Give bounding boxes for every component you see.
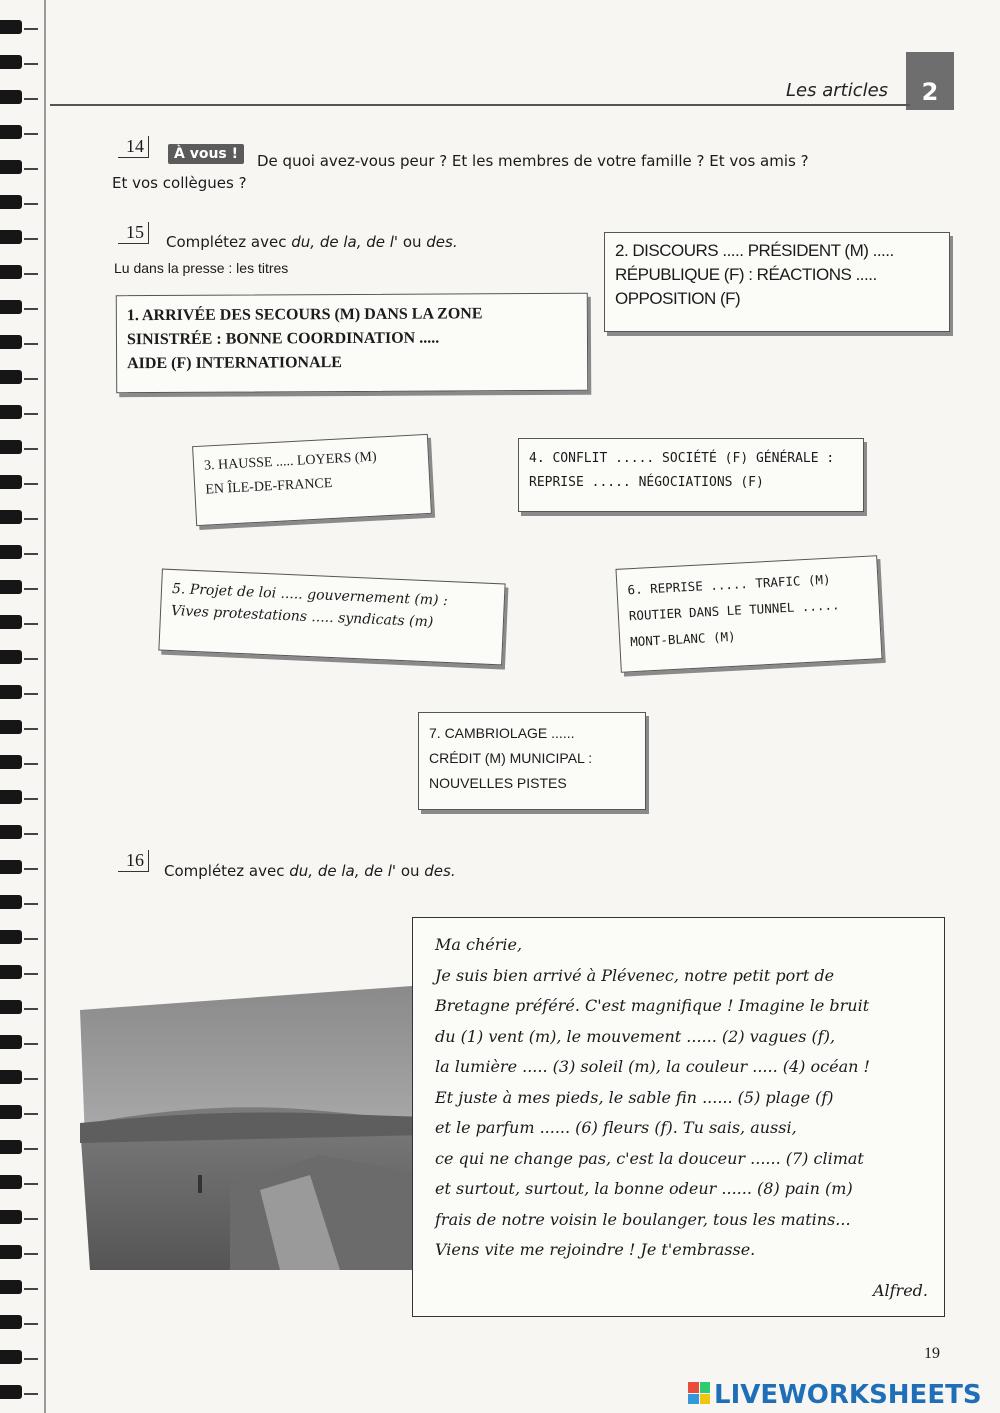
instruction-prefix: Complétez avec — [166, 233, 292, 251]
letter-line: du (1) vent (m), le mouvement ...... (2) vagues (f), — [435, 1026, 836, 1046]
binding-ring — [0, 1105, 22, 1119]
headline-1-line-2: SINISTRÉE : BONNE COORDINATION ..... — [126, 329, 440, 349]
a-vous-badge: À vous ! — [168, 144, 244, 164]
headline-2-line-1: 2. DISCOURS ..... PRÉSIDENT (M) ..... — [615, 241, 894, 260]
headline-1-line-1: 1. ARRIVÉE DES SECOURS (M) DANS LA ZONE — [126, 305, 483, 325]
binding-ring — [0, 440, 22, 454]
binding-ring — [0, 335, 22, 349]
headline-4-line-2: REPRISE ..... NÉGOCIATIONS (F) — [529, 475, 764, 490]
headline-6-line-1: 6. REPRISE ..... TRAFIC (M) — [627, 571, 831, 598]
binding-ring — [0, 755, 22, 769]
headline-7 — [418, 712, 646, 810]
headline-7-line-2: CRÉDIT (M) MUNICIPAL : — [429, 750, 593, 766]
exercise-15-subtitle: Lu dans la presse : les titres — [114, 260, 289, 276]
exercise-14-question-cont: Et vos collègues ? — [112, 174, 247, 192]
binding-ring — [0, 405, 22, 419]
chapter-title: Les articles — [786, 80, 889, 101]
binding-ring — [0, 510, 22, 524]
binding-ring — [0, 125, 22, 139]
binding-ring — [0, 1210, 22, 1224]
binding-ring — [0, 965, 22, 979]
binding-ring — [0, 475, 22, 489]
binding-ring — [0, 1175, 22, 1189]
binding-ring — [0, 160, 22, 174]
binding-ring — [0, 930, 22, 944]
binding-ring — [0, 195, 22, 209]
letter-line: la lumière ..... (3) soleil (m), la couleur ..... (4) océan ! — [435, 1057, 870, 1076]
binding-ring — [0, 790, 22, 804]
binding-ring — [0, 720, 22, 734]
headline-5-line-1: 5. Projet de loi ..... gouvernement (m) : — [171, 581, 449, 610]
headline-7-line-1: 7. CAMBRIOLAGE ...... — [429, 725, 575, 741]
binding-ring — [0, 615, 22, 629]
exercise-16-number: 16 — [118, 850, 149, 872]
headline-4 — [518, 438, 864, 512]
liveworksheets-brand[interactable]: LIVEWORKSHEETS — [714, 1380, 982, 1410]
letter-box — [412, 917, 945, 1317]
binding-ring — [0, 545, 22, 559]
binding-ring — [0, 580, 22, 594]
binding-ring — [0, 1070, 22, 1084]
binding-ring — [0, 20, 22, 34]
letter-line: frais de notre voisin le boulanger, tous les matins... — [435, 1209, 851, 1229]
headline-2-line-2: RÉPUBLIQUE (F) : RÉACTIONS ..... — [615, 265, 877, 284]
binding-ring — [0, 55, 22, 69]
spiral-binding — [0, 0, 48, 1413]
binding-ring — [0, 230, 22, 244]
header-rule — [50, 104, 910, 106]
exercise-15-instruction — [166, 233, 458, 251]
letter-line: Ma chérie, — [435, 935, 523, 954]
instruction-or: ou — [400, 862, 425, 880]
binding-ring — [0, 685, 22, 699]
binding-ring — [0, 1315, 22, 1329]
headline-5 — [158, 569, 505, 666]
letter-line: Et juste à mes pieds, le sable fin ...... (5) plage (f) — [435, 1087, 834, 1107]
instruction-or: ou — [402, 233, 427, 251]
page-number: 19 — [924, 1345, 940, 1362]
headline-6-line-2: ROUTIER DANS LE TUNNEL ..... — [628, 597, 840, 624]
binding-ring — [0, 370, 22, 384]
page-edge — [44, 0, 46, 1413]
exercise-15-number: 15 — [118, 222, 149, 244]
headline-3-line-2: EN ÎLE-DE-FRANCE — [204, 475, 333, 498]
headline-7-line-3: NOUVELLES PISTES — [429, 775, 567, 791]
harbour-photo — [80, 985, 425, 1270]
binding-ring — [0, 300, 22, 314]
letter-line: et surtout, surtout, la bonne odeur ...... (8) pain (m) — [435, 1179, 853, 1198]
headline-6-line-3: MONT-BLANC (M) — [629, 628, 736, 650]
headline-5-line-2: Vives protestations ..... syndicats (m) — [170, 602, 434, 631]
exercise-16-instruction — [164, 862, 456, 880]
binding-ring — [0, 1000, 22, 1014]
binding-ring — [0, 90, 22, 104]
binding-ring — [0, 1245, 22, 1259]
headline-3-line-1: 3. HAUSSE ..... LOYERS (M) — [203, 449, 377, 474]
binding-ring — [0, 1385, 22, 1399]
headline-2 — [604, 232, 950, 332]
binding-ring — [0, 860, 22, 874]
binding-ring — [0, 650, 22, 664]
instruction-options: du, de la, de l' — [289, 862, 401, 880]
letter-line: ce qui ne change pas, c'est la douceur ...... (7) climat — [435, 1148, 864, 1168]
binding-ring — [0, 825, 22, 839]
letter-line: et le parfum ...... (6) fleurs (f). Tu sais, aussi, — [435, 1118, 797, 1137]
headline-1-line-3: AIDE (F) INTERNATIONALE — [127, 354, 342, 373]
binding-ring — [0, 1035, 22, 1049]
letter-signature: Alfred. — [872, 1281, 928, 1300]
instruction-options: du, de la, de l' — [291, 233, 403, 251]
headline-6 — [615, 555, 882, 673]
exercise-14-number: 14 — [118, 136, 149, 158]
headline-3 — [192, 434, 432, 526]
exercise-14-question: De quoi avez-vous peur ? Et les membres de votre famille ? Et vos amis ? — [257, 152, 809, 170]
binding-ring — [0, 1350, 22, 1364]
binding-ring — [0, 895, 22, 909]
binding-ring — [0, 1140, 22, 1154]
letter-line: Viens vite me rejoindre ! Je t'embrasse. — [435, 1240, 756, 1259]
letter-line: Je suis bien arrivé à Plévenec, notre petit port de — [435, 965, 835, 985]
headline-4-line-1: 4. CONFLIT ..... SOCIÉTÉ (F) GÉNÉRALE : — [529, 451, 835, 466]
letter-line: Bretagne préféré. C'est magnifique ! Imagine le bruit — [435, 996, 870, 1015]
chapter-number: 2 — [906, 52, 954, 110]
binding-ring — [0, 1280, 22, 1294]
liveworksheets-logo-icon — [688, 1382, 710, 1404]
binding-ring — [0, 265, 22, 279]
instruction-last: des. — [424, 862, 456, 880]
instruction-last: des. — [426, 233, 458, 251]
headline-1 — [116, 293, 589, 393]
headline-2-line-3: OPPOSITION (F) — [615, 289, 741, 308]
instruction-prefix: Complétez avec — [164, 862, 290, 880]
